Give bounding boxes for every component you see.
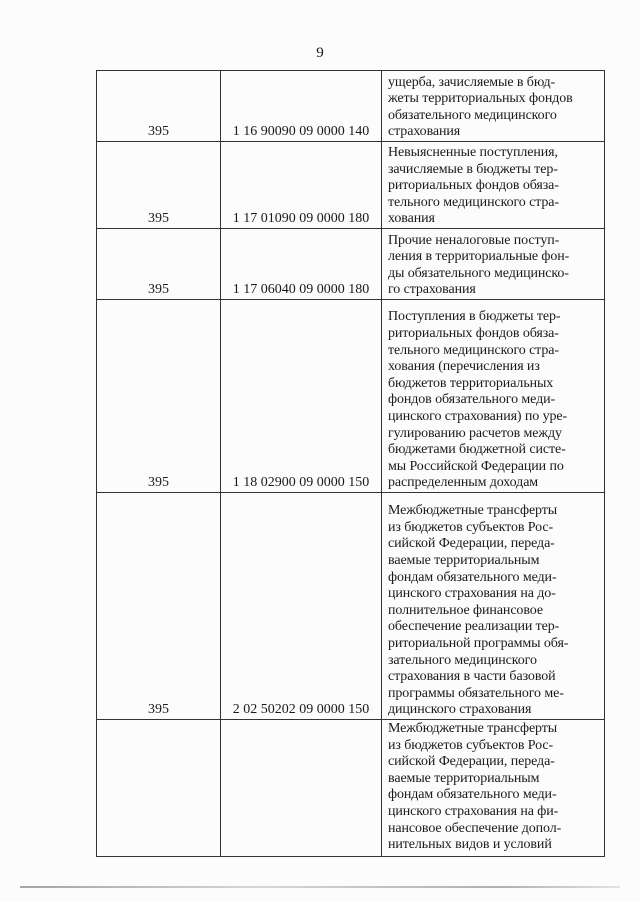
revenue-name-cell [382,720,605,857]
budget-code-cell [221,71,382,142]
revenue-name: ущерба, зачисляемые в бюд- жеты территориальных фондов обязательного медицинского страхования [388,74,573,140]
budget-code-cell [221,142,382,229]
table-row [97,71,605,142]
admin-code: 395 [148,282,169,297]
budget-code-cell [221,300,382,493]
revenue-name-cell [382,493,605,720]
table-row [97,720,605,857]
table-row [97,142,605,229]
revenue-name-cell [382,300,605,493]
admin-code [97,720,220,721]
revenue-name-cell [382,71,605,142]
revenue-name: Невыясненные поступления, зачисляемые в бюджеты тер- риториальных фондов обяза- тельного медицинского стра- хования [388,145,559,227]
admin-code: 395 [148,702,169,717]
budget-code [221,720,381,721]
budget-code: 1 18 02900 09 0000 150 [232,475,370,490]
revenue-name-cell [382,229,605,300]
budget-code: 1 17 01090 09 0000 180 [232,211,370,226]
admin-code-cell [97,493,221,720]
budget-code-cell [221,720,382,857]
admin-code: 395 [148,475,169,490]
scan-edge-shadow [20,886,620,888]
budget-code: 1 16 90090 09 0000 140 [232,124,370,139]
admin-code: 395 [148,211,169,226]
table-row [97,493,605,720]
revenue-name: Прочие неналоговые поступ- ления в территориальные фон- ды обязательного медицинско- го страхования [388,232,570,298]
admin-code-cell [97,300,221,493]
table-row [97,300,605,493]
admin-code-cell [97,229,221,300]
table-row [97,229,605,300]
revenue-name-cell [382,142,605,229]
revenue-name: Поступления в бюджеты тер- риториальных фондов обяза- тельного медицинского стра- хования (перечисления из бюджетов территориальных фондов обязательного меди- цинского страхования) по уре- гулированию расчетов между бюджетами бюджетной систе- мы Российской Федерации по распределенным доходам [388,309,568,491]
budget-code: 1 17 06040 09 0000 180 [232,282,370,297]
admin-code-cell [97,720,221,857]
admin-code: 395 [148,124,169,139]
budget-code: 2 02 50202 09 0000 150 [232,702,370,717]
revenue-name: Межбюджетные трансферты из бюджетов субъектов Рос- сийской Федерации, переда- ваемые территориальным фондам обязательного меди- цинского страхования на фи- нансовое обеспечение допол- нительных видов и условий [388,721,562,853]
admin-code-cell [97,142,221,229]
revenue-name: Межбюджетные трансферты из бюджетов субъектов Рос- сийской Федерации, переда- ваемые территориальным фондам обязательного меди- цинского страхования на до- полнительное финансовое обеспечение реализации тер- риториальной программы обя- зательного медицинского страхования в части базовой программы обязательного ме- дицинского страхования [388,503,569,718]
budget-classification-table [96,70,605,857]
budget-code-cell [221,493,382,720]
admin-code-cell [97,71,221,142]
budget-code-cell [221,229,382,300]
page-number: 9 [316,45,324,61]
